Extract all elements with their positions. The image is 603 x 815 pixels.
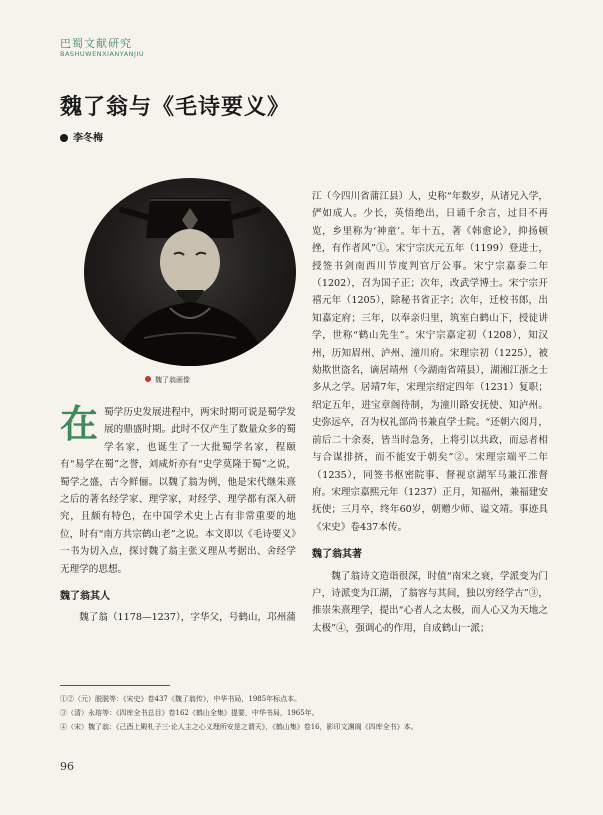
bio-paragraph-start: 魏了翁（1178—1237），字华父，号鹤山，邛州蒲 <box>79 612 296 624</box>
official-portrait-icon <box>84 178 296 366</box>
author-name: 李冬梅 <box>73 133 103 144</box>
footnotes <box>60 692 550 734</box>
portrait-caption <box>145 375 190 385</box>
author-line <box>60 129 103 144</box>
section-heading-person: 魏了翁其人 <box>60 591 110 603</box>
column-title-pinyin: BASHUWENXIANYANJIU <box>60 50 145 58</box>
portrait-image <box>84 178 296 366</box>
footnote-item: ④（宋）魏了翁：《己酉上殿札子三·论人主之心义理所安是之谓天》，《鹤山集》卷16，影印文渊阁《四库全书》本。 <box>60 723 418 731</box>
right-column <box>312 188 548 637</box>
caption-dot-icon <box>145 376 151 382</box>
bio-paragraph-continued: 江（今四川省蒲江县）人，史称“年数岁，从诸兄入学，俨如成人。少长，英悟绝出，日诵千余言，过目不再览，乡里称为‘神童’。年十五，著《韩愈论》，抑扬顿挫，有作者风”①。宋宁宗庆元五年（1199）登进士，授签书剑南西川节度判官厅公事。宋宁宗嘉泰二年（1202），召为国子正；次年，改武学博士。宋宁宗开禧元年（1205），除秘书省正字；次年，迁校书郎，出知嘉定府；三年，以奉亲归里，筑室白鹤山下，授徒讲学，世称“鹤山先生”。宋宁宗嘉定初（1208），知汉州，历知眉州、泸州、潼川府。宋理宗初（1225），被劾欺世盗名，谪居靖州（今湖南省靖县），湖湘江浙之士多从之学。居靖7年，宋理宗绍定四年（1231）复职；绍定五年，进宝章阁待制，为潼川路安抚使、知泸州。史弥远卒，召为权礼部尚书兼直学士院。“还朝六阅月，前后二十余奏，皆当时急务，上将引以共政，而忌者相与合谋排挤，而不能安于朝矣”②。宋理宗端平二年（1235），同签书枢密院事、督视京湖军马兼江淮督府。宋理宗嘉熙元年（1237）正月，知福州，兼福建安抚使；三月卒，终年60岁，朝赠少师、谥文靖。事迹具《宋史》卷437本传。 <box>312 191 548 533</box>
footnote-item: ③（清）永瑢等：《四库全书总目》卷162《鹤山全集》提要，中华书局，1965年。 <box>60 709 319 717</box>
left-column <box>60 404 296 627</box>
page-number: 96 <box>60 760 74 773</box>
bullet-icon <box>60 134 68 142</box>
article-title: 魏了翁与《毛诗要义》 <box>60 95 291 120</box>
section-heading-works: 魏了翁其著 <box>312 549 362 561</box>
footnote-item: ①②（元）脱脱等：《宋史》卷437《魏了翁传》，中华书局，1985年标点本。 <box>60 695 302 703</box>
caption-text: 魏了翁画像 <box>155 376 190 384</box>
column-title: 巴蜀文献研究 <box>60 37 132 50</box>
intro-paragraph <box>60 404 296 578</box>
works-paragraph: 魏了翁诗文造诣很深，时值“南宋之衰，学派变为门户，诗派变为江湖，了翁容与其间，独以穷经学古”③，推崇朱熹理学，提出“心者人之太极，而人心又为天地之太极”④，强调心的作用，自成鹤山一派； <box>312 570 548 634</box>
footnote-rule <box>60 685 170 686</box>
drop-cap: 在 <box>60 402 99 446</box>
intro-text: 蜀学历史发展进程中，两宋时期可说是蜀学发展的鼎盛时期。此时不仅产生了数量众多的蜀学名家，也诞生了一大批蜀学名家，程颐有“易学在蜀”之誉，刘咸炘亦有“史学莫隆于蜀”之说，蜀学之盛，古今鲜俪。以魏了翁为例，他是宋代继朱熹之后的著名经学家、理学家，对经学、理学都有深入研究，且颇有特色，在中国学术史上占有非常重要的地位，时有“南方共宗鹤山老”之说。本文即以《毛诗要义》一书为切入点，探讨魏了翁主张义理从考据出、舍经学无理学的思想。 <box>60 407 296 575</box>
